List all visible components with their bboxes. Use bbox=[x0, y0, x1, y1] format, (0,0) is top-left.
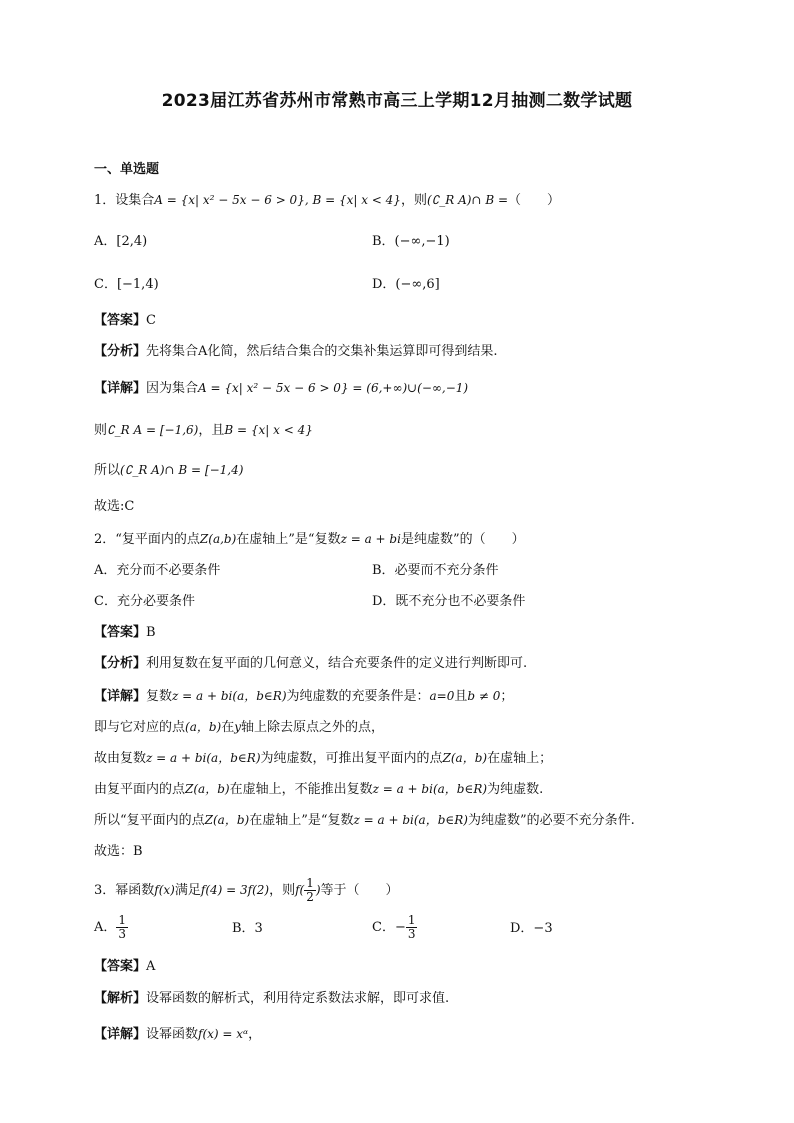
q2-detail-line-5 bbox=[94, 811, 635, 830]
answer-value: C bbox=[146, 313, 156, 328]
fraction-numerator: 1 bbox=[407, 913, 416, 927]
detail-text-3: 在虚轴上； bbox=[487, 751, 553, 766]
answer-value: A bbox=[146, 959, 156, 974]
detail-formula-2: B = {x| x < 4} bbox=[224, 423, 313, 437]
q2-stem-formula-2: z = a + bi bbox=[340, 532, 401, 546]
q3-option-a bbox=[94, 914, 128, 941]
q2-conclusion: 故选：B bbox=[94, 844, 143, 859]
detail-formula-2: y bbox=[234, 720, 242, 734]
detail-formula: Z(a，b) bbox=[204, 813, 250, 827]
detail-text: 所以 bbox=[94, 463, 121, 478]
detail-formula: (a，b) bbox=[185, 720, 222, 734]
detail-text-2: 为纯虚数的充要条件是： bbox=[286, 689, 430, 704]
fraction-denominator: 3 bbox=[407, 927, 416, 941]
detail-tag: 【详解】 bbox=[94, 381, 147, 396]
detail-formula: ∁_R A = [−1,6) bbox=[107, 423, 199, 437]
analysis-tag: 【分析】 bbox=[94, 656, 147, 671]
q3-option-d: D．−3 bbox=[510, 921, 553, 936]
detail-formula: Z(a，b) bbox=[185, 782, 230, 796]
q2-stem-text-2: 在虚轴上”是“复数 bbox=[236, 532, 341, 547]
answer-tag: 【答案】 bbox=[94, 625, 147, 640]
q1-stem-formula-2: (∁_R A)∩ B = bbox=[426, 193, 509, 207]
detail-formula-3: b ≠ 0 bbox=[467, 689, 501, 703]
detail-text: 则 bbox=[94, 423, 108, 438]
q3-option-c bbox=[372, 914, 417, 941]
analysis-tag: 【解析】 bbox=[94, 991, 147, 1006]
q3-detail-line-1 bbox=[94, 1025, 261, 1044]
fraction-numerator: 1 bbox=[118, 913, 127, 927]
fraction-denominator: 3 bbox=[118, 927, 127, 941]
detail-formula: A = {x| x² − 5x − 6 > 0} = (6,+∞)∪(−∞,−1) bbox=[198, 381, 469, 395]
q1-conclusion: 故选:C bbox=[94, 499, 135, 514]
analysis-text: 设幂函数的解析式，利用待定系数法求解，即可求值. bbox=[146, 991, 450, 1006]
q2-option-a: A．充分而不必要条件 bbox=[94, 563, 221, 578]
detail-formula-2: z = a + bi(a，b∈R) bbox=[372, 782, 488, 796]
question-3-stem bbox=[94, 877, 399, 904]
question-1-stem bbox=[94, 191, 560, 210]
detail-text-3: 轴上除去原点之外的点， bbox=[241, 720, 385, 735]
detail-text-2: 在 bbox=[221, 720, 235, 735]
answer-tag: 【答案】 bbox=[94, 313, 147, 328]
q3-stem-fraction bbox=[304, 877, 316, 904]
q2-detail-line-4 bbox=[94, 780, 543, 799]
q3-stem-formula-4: ) bbox=[315, 883, 321, 897]
q1-detail-line-2 bbox=[94, 421, 313, 440]
detail-text-2: 在虚轴上”是“复数 bbox=[249, 813, 354, 828]
q2-detail-line-1 bbox=[94, 687, 513, 706]
detail-text-2: ，且 bbox=[198, 423, 225, 438]
q3-stem-text-3: ，则 bbox=[269, 883, 296, 898]
detail-text: 所以“复平面内的点 bbox=[94, 813, 205, 828]
detail-text-2: 为纯虚数，可推出复平面内的点 bbox=[260, 751, 443, 766]
detail-formula: (∁_R A)∩ B = [−1,4) bbox=[120, 463, 244, 477]
detail-text-3: 为纯虚数”的必要不充分条件. bbox=[467, 813, 635, 828]
section-heading: 一、单选题 bbox=[94, 162, 160, 177]
detail-tag: 【详解】 bbox=[94, 1027, 147, 1042]
q1-option-d: D．(−∞,6] bbox=[372, 277, 440, 292]
q3-stem-formula-3: f( bbox=[295, 883, 305, 897]
q2-answer bbox=[94, 624, 156, 642]
detail-text-3: 且 bbox=[454, 689, 468, 704]
detail-tag: 【详解】 bbox=[94, 689, 147, 704]
detail-text: 故由复数 bbox=[94, 751, 147, 766]
detail-text-2: ， bbox=[248, 1027, 262, 1042]
q1-option-c: C．[−1,4) bbox=[94, 277, 159, 292]
option-label: C．− bbox=[372, 920, 406, 935]
detail-formula: z = a + bi(a，b∈R) bbox=[172, 689, 287, 703]
q1-option-b: B．(−∞,−1) bbox=[372, 234, 450, 249]
detail-formula-2: z = a + bi(a，b∈R) bbox=[353, 813, 468, 827]
q3-stem-text: 3．幂函数 bbox=[94, 883, 155, 898]
detail-text: 即与它对应的点 bbox=[94, 720, 186, 735]
q2-option-d: D．既不充分也不必要条件 bbox=[372, 594, 526, 609]
q2-stem-text: 2．“复平面内的点 bbox=[94, 532, 200, 547]
q3-analysis bbox=[94, 990, 449, 1008]
q1-stem-text-2: ，则 bbox=[400, 193, 427, 208]
fraction-numerator: 1 bbox=[306, 876, 314, 890]
analysis-tag: 【分析】 bbox=[94, 344, 147, 359]
detail-formula: f(x) = xᵅ bbox=[198, 1027, 249, 1041]
q2-stem-text-3: 是纯虚数”的（ ） bbox=[400, 532, 525, 547]
q1-stem-text-3: （ ） bbox=[508, 193, 561, 208]
q3-answer bbox=[94, 958, 155, 976]
detail-text-3: 为纯虚数. bbox=[487, 782, 544, 797]
question-2-stem bbox=[94, 530, 525, 549]
page-title: 2023届江苏省苏州市常熟市高三上学期12月抽测二数学试题 bbox=[161, 91, 633, 111]
q2-detail-line-3 bbox=[94, 749, 552, 768]
q3-stem-formula: f(x) bbox=[154, 883, 175, 897]
detail-formula: z = a + bi(a，b∈R) bbox=[146, 751, 261, 765]
answer-tag: 【答案】 bbox=[94, 959, 147, 974]
q1-detail-line-3 bbox=[94, 461, 243, 480]
option-fraction bbox=[116, 914, 128, 941]
q3-stem-text-4: 等于（ ） bbox=[320, 883, 399, 898]
q2-detail-line-2 bbox=[94, 718, 384, 737]
detail-text: 因为集合 bbox=[146, 381, 199, 396]
answer-value: B bbox=[146, 625, 156, 640]
q2-option-c: C．充分必要条件 bbox=[94, 594, 195, 609]
q1-stem-text: 1．设集合 bbox=[94, 193, 155, 208]
q1-option-a: A．[2,4) bbox=[94, 234, 148, 249]
detail-formula-2: a=0 bbox=[429, 689, 455, 703]
detail-formula-2: Z(a，b) bbox=[442, 751, 488, 765]
detail-text-2: 在虚轴上，不能推出复数 bbox=[229, 782, 373, 797]
q1-analysis bbox=[94, 343, 498, 361]
fraction-denominator: 2 bbox=[306, 890, 314, 904]
detail-text-4: ； bbox=[500, 689, 514, 704]
q3-stem-formula-2: f(4) = 3f(2) bbox=[200, 883, 270, 897]
q1-detail-line-1 bbox=[94, 379, 468, 398]
option-fraction bbox=[406, 914, 418, 941]
q2-stem-formula: Z(a,b) bbox=[199, 532, 237, 546]
detail-text: 设幂函数 bbox=[146, 1027, 199, 1042]
analysis-text: 利用复数在复平面的几何意义，结合充要条件的定义进行判断即可. bbox=[146, 656, 528, 671]
q2-option-b: B．必要而不充分条件 bbox=[372, 563, 499, 578]
q1-stem-formula: A = {x| x² − 5x − 6 > 0}, B = {x| x < 4} bbox=[154, 193, 401, 207]
analysis-text: 先将集合A化简，然后结合集合的交集补集运算即可得到结果. bbox=[146, 344, 498, 359]
detail-text: 由复平面内的点 bbox=[94, 782, 186, 797]
option-label: A． bbox=[94, 920, 117, 935]
q2-analysis bbox=[94, 655, 527, 673]
q3-option-b: B．3 bbox=[232, 921, 263, 936]
q1-answer bbox=[94, 312, 156, 330]
q3-stem-text-2: 满足 bbox=[174, 883, 201, 898]
detail-text: 复数 bbox=[146, 689, 173, 704]
